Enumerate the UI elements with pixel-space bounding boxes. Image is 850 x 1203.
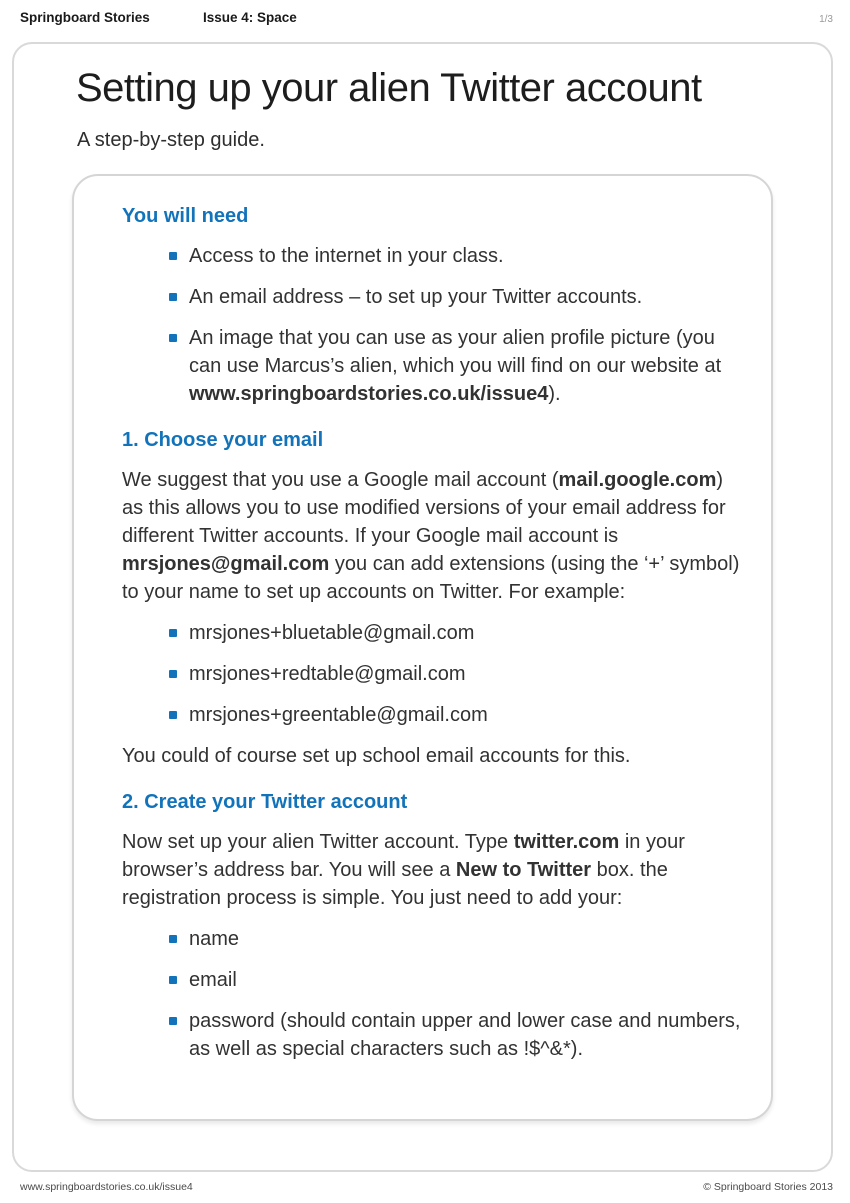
footer-copyright: © Springboard Stories 2013	[703, 1181, 833, 1193]
list-item	[122, 242, 741, 270]
bullet-square-icon	[169, 711, 177, 719]
list-item-text: name	[189, 928, 240, 950]
list-item	[122, 660, 741, 688]
bullet-square-icon	[169, 252, 177, 260]
bullet-square-icon	[169, 334, 177, 342]
footer-url: www.springboardstories.co.uk/issue4	[20, 1181, 193, 1193]
list-item-text: An image that you can use as your alien profile picture (you can use Marcus’s alien, which you will find on our website at www.springboardstories.co.uk/issue4).	[189, 327, 722, 405]
section-heading-choose-email: 1. Choose your email	[122, 429, 324, 451]
list-item-text: An email address – to set up your Twitter accounts.	[189, 286, 643, 308]
header-issue: Issue 4: Space	[203, 10, 297, 25]
registration-fields-list	[122, 925, 741, 1063]
list-item-text: mrsjones+redtable@gmail.com	[189, 663, 466, 685]
list-item-text: mrsjones+greentable@gmail.com	[189, 704, 488, 726]
list-item-text: email	[189, 969, 237, 991]
section-heading-you-will-need: You will need	[122, 205, 249, 227]
choose-email-note: You could of course set up school email accounts for this.	[122, 745, 631, 767]
list-item	[122, 1007, 741, 1063]
page-title: Setting up your alien Twitter account	[76, 66, 702, 110]
document-panel	[12, 42, 833, 1172]
bullet-square-icon	[169, 976, 177, 984]
page-indicator: 1/3	[819, 14, 833, 25]
bullet-square-icon	[169, 1017, 177, 1025]
page-footer	[20, 1181, 833, 1193]
list-item	[122, 701, 741, 729]
you-will-need-list	[122, 242, 741, 408]
bullet-square-icon	[169, 293, 177, 301]
content-card	[72, 174, 773, 1121]
choose-email-paragraph: We suggest that you use a Google mail account (mail.google.com) as this allows you to use modified versions of your email address for different Twitter accounts. If your Google mail account is mrsjones@gmail.com you can add extensions (using the ‘+’ symbol) to your name to set up accounts on Twitter. For example:	[122, 469, 740, 603]
list-item	[122, 966, 741, 994]
list-item-text: password (should contain upper and lower case and numbers, as well as special characters such as !$^&*).	[189, 1010, 741, 1060]
create-twitter-paragraph: Now set up your alien Twitter account. Type twitter.com in your browser’s address bar. You will see a New to Twitter box. the registration process is simple. You just need to add your:	[122, 831, 685, 909]
email-examples-list	[122, 619, 741, 729]
bullet-square-icon	[169, 670, 177, 678]
section-heading-create-twitter: 2. Create your Twitter account	[122, 791, 408, 813]
list-item	[122, 619, 741, 647]
bullet-square-icon	[169, 935, 177, 943]
page-subtitle: A step-by-step guide.	[77, 129, 265, 151]
page-header	[20, 10, 833, 25]
list-item	[122, 283, 741, 311]
header-brand: Springboard Stories	[20, 10, 150, 25]
list-item-text: mrsjones+bluetable@gmail.com	[189, 622, 475, 644]
list-item	[122, 925, 741, 953]
list-item-text: Access to the internet in your class.	[189, 245, 504, 267]
list-item	[122, 324, 741, 408]
bullet-square-icon	[169, 629, 177, 637]
